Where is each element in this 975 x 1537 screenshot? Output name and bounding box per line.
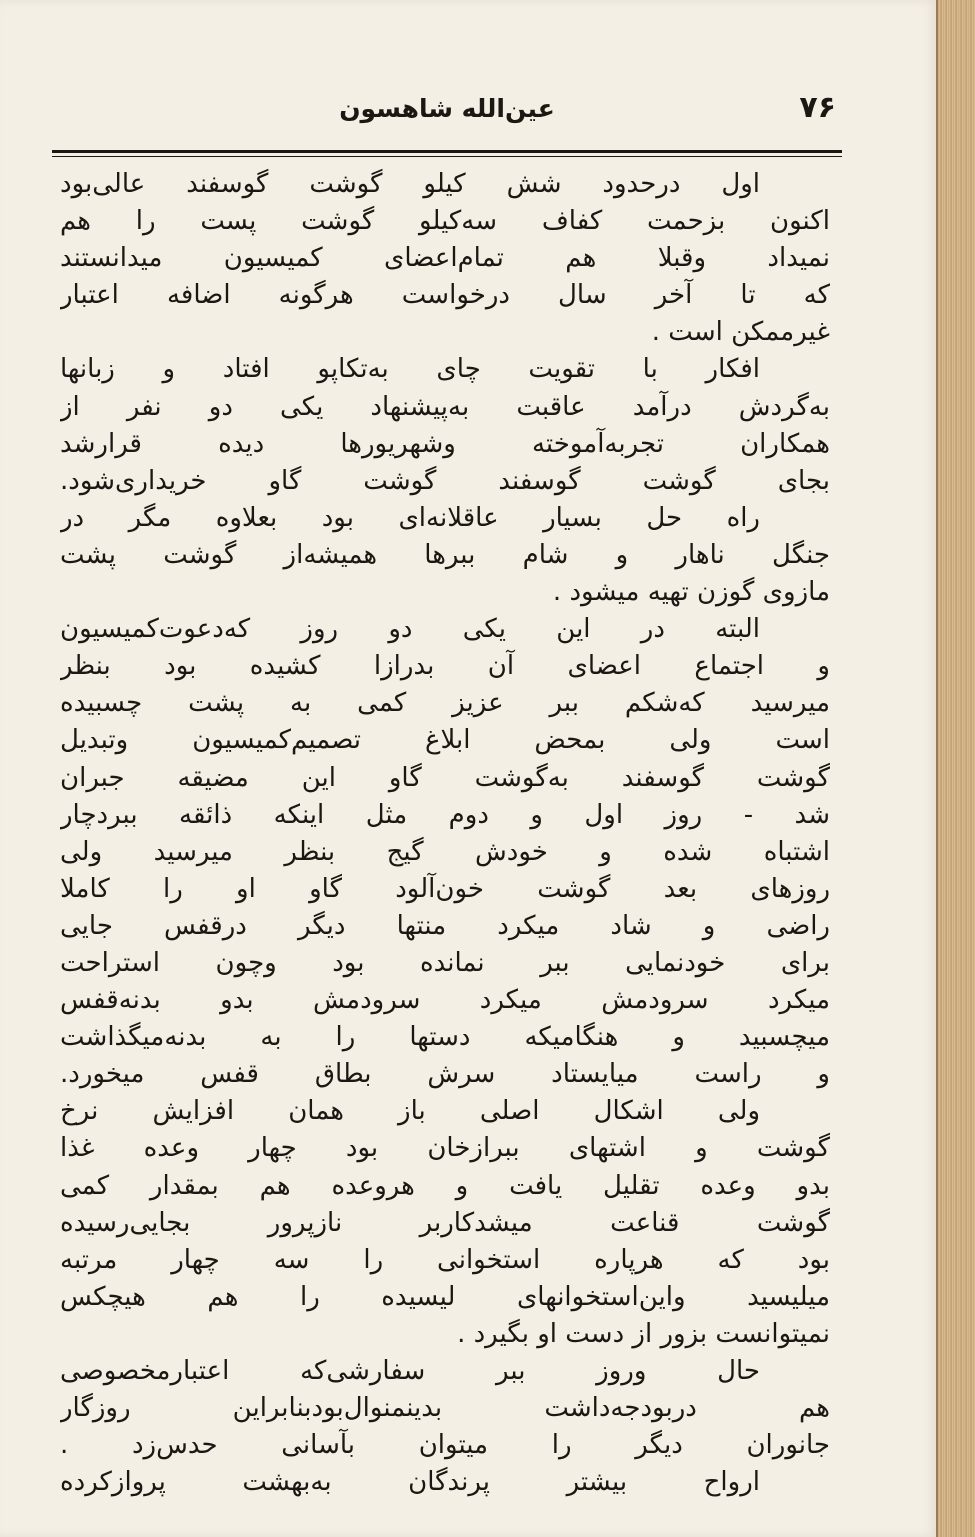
text-line: گوشت قناعت میشدکاربر نازپرور بجایی‌رسیده (60, 1207, 830, 1238)
text-line: مازوی گوزن تهیه میشود . (552, 577, 830, 608)
text-line: جنگل ناهار و شام ببرها همیشه‌از گوشت پشت (60, 539, 830, 570)
page-edge (936, 0, 975, 1537)
text-line: و راست میایستاد سرش بطاق قفس میخورد. (60, 1059, 830, 1090)
text-line: به‌گردش درآمد عاقبت به‌پیشنهاد یکی دو نفر از (60, 391, 830, 422)
text-line: جانوران دیگر را میتوان بآسانی حدس‌زد . (60, 1430, 830, 1461)
text-line: میلیسید واین‌استخوانهای لیسیده را هم هیچکس (60, 1281, 830, 1312)
text-line: برای خودنمایی ببر نمانده بود وچون استراحت (60, 947, 830, 978)
text-line: هم دربودجه‌داشت بدینمنوال‌بودبنابراین روزگار (60, 1393, 830, 1424)
text-line: ارواح بیشتر پرندگان به‌بهشت پروازکرده (60, 1467, 760, 1498)
text-line: نمیداد وقبلا هم تمام‌اعضای کمیسیون میدانستند (60, 243, 830, 274)
text-line: میرسید که‌شکم ببر عزیز کمی به پشت چسبیده (60, 688, 830, 719)
body-text (60, 166, 830, 1501)
paragraph (60, 1093, 830, 1353)
text-line: ولی اشکال اصلی باز همان افزایش نرخ (60, 1096, 760, 1127)
text-line: که تا آخر سال درخواست هرگونه اضافه اعتبار (60, 280, 830, 311)
text-line: شد - روز اول و دوم مثل اینکه ذائقه ببردچار (60, 799, 830, 830)
text-line: میچسبید و هنگامیکه دستها را به بدنه‌میگذاشت (60, 1022, 830, 1053)
text-line: اکنون بزحمت کفاف سه‌کیلو گوشت پست را هم (60, 206, 830, 237)
header-rule-thick (52, 150, 842, 153)
page-header (52, 88, 842, 138)
text-line: میکرد سرودمش میکرد سرودمش بدو بدنه‌قفس (60, 985, 830, 1016)
text-line: بود که هرپاره استخوانی را سه چهار مرتبه (60, 1244, 830, 1275)
text-line: اول درحدود شش کیلو گوشت گوسفند عالی‌بود (60, 169, 760, 199)
text-line: حال وروز ببر سفارشی‌که اعتبارمخصوصی (60, 1356, 760, 1386)
text-line: گوشت گوسفند به‌گوشت گاو این مضیقه جبران (60, 762, 830, 793)
paragraph (60, 611, 830, 1093)
paragraph (60, 1464, 830, 1501)
header-rule-thin (52, 156, 842, 157)
text-line: افکار با تقویت چای به‌تکاپو افتاد و زبانها (60, 354, 760, 385)
text-line: بجای گوشت گوسفند گوشت گاو خریداری‌شود. (60, 465, 830, 496)
text-line: است ولی بمحض ابلاغ تصمیم‌کمیسیون وتبدیل (60, 725, 830, 756)
text-line: راه حل بسیار عاقلانه‌ای بود بعلاوه مگر در (60, 502, 760, 533)
text-line: همکاران تجربه‌آموخته وشهریورها دیده قرارشد (60, 428, 830, 459)
text-line: راضی و شاد میکرد منتها دیگر درقفس جایی (60, 910, 830, 941)
page-number: ۷۶ (799, 90, 836, 125)
text-line: گوشت و اشتهای ببرازخان بود چهار وعده غذا (60, 1133, 830, 1164)
paragraph (60, 500, 830, 611)
text-line: نمیتوانست بزور از دست او بگیرد . (457, 1318, 830, 1349)
text-line: غیرممکن است . (651, 317, 830, 348)
text-line: و اجتماع اعضای آن بدرازا کشیده بود بنظر (60, 651, 830, 682)
paragraph (60, 1353, 830, 1464)
text-line: البته در این یکی دو روز که‌دعوت‌کمیسیون (60, 614, 760, 645)
text-line: روزهای بعد گوشت خون‌آلود گاو او را کاملا (60, 873, 830, 904)
text-line: اشتباه شده و خودش گیج بنظر میرسید ولی (60, 836, 830, 867)
running-title: عین‌الله شاهسون (339, 94, 555, 123)
text-line: بدو وعده تقلیل یافت و هروعده هم بمقدار کمی (60, 1170, 830, 1201)
paragraph (60, 351, 830, 499)
paragraph (60, 166, 830, 351)
